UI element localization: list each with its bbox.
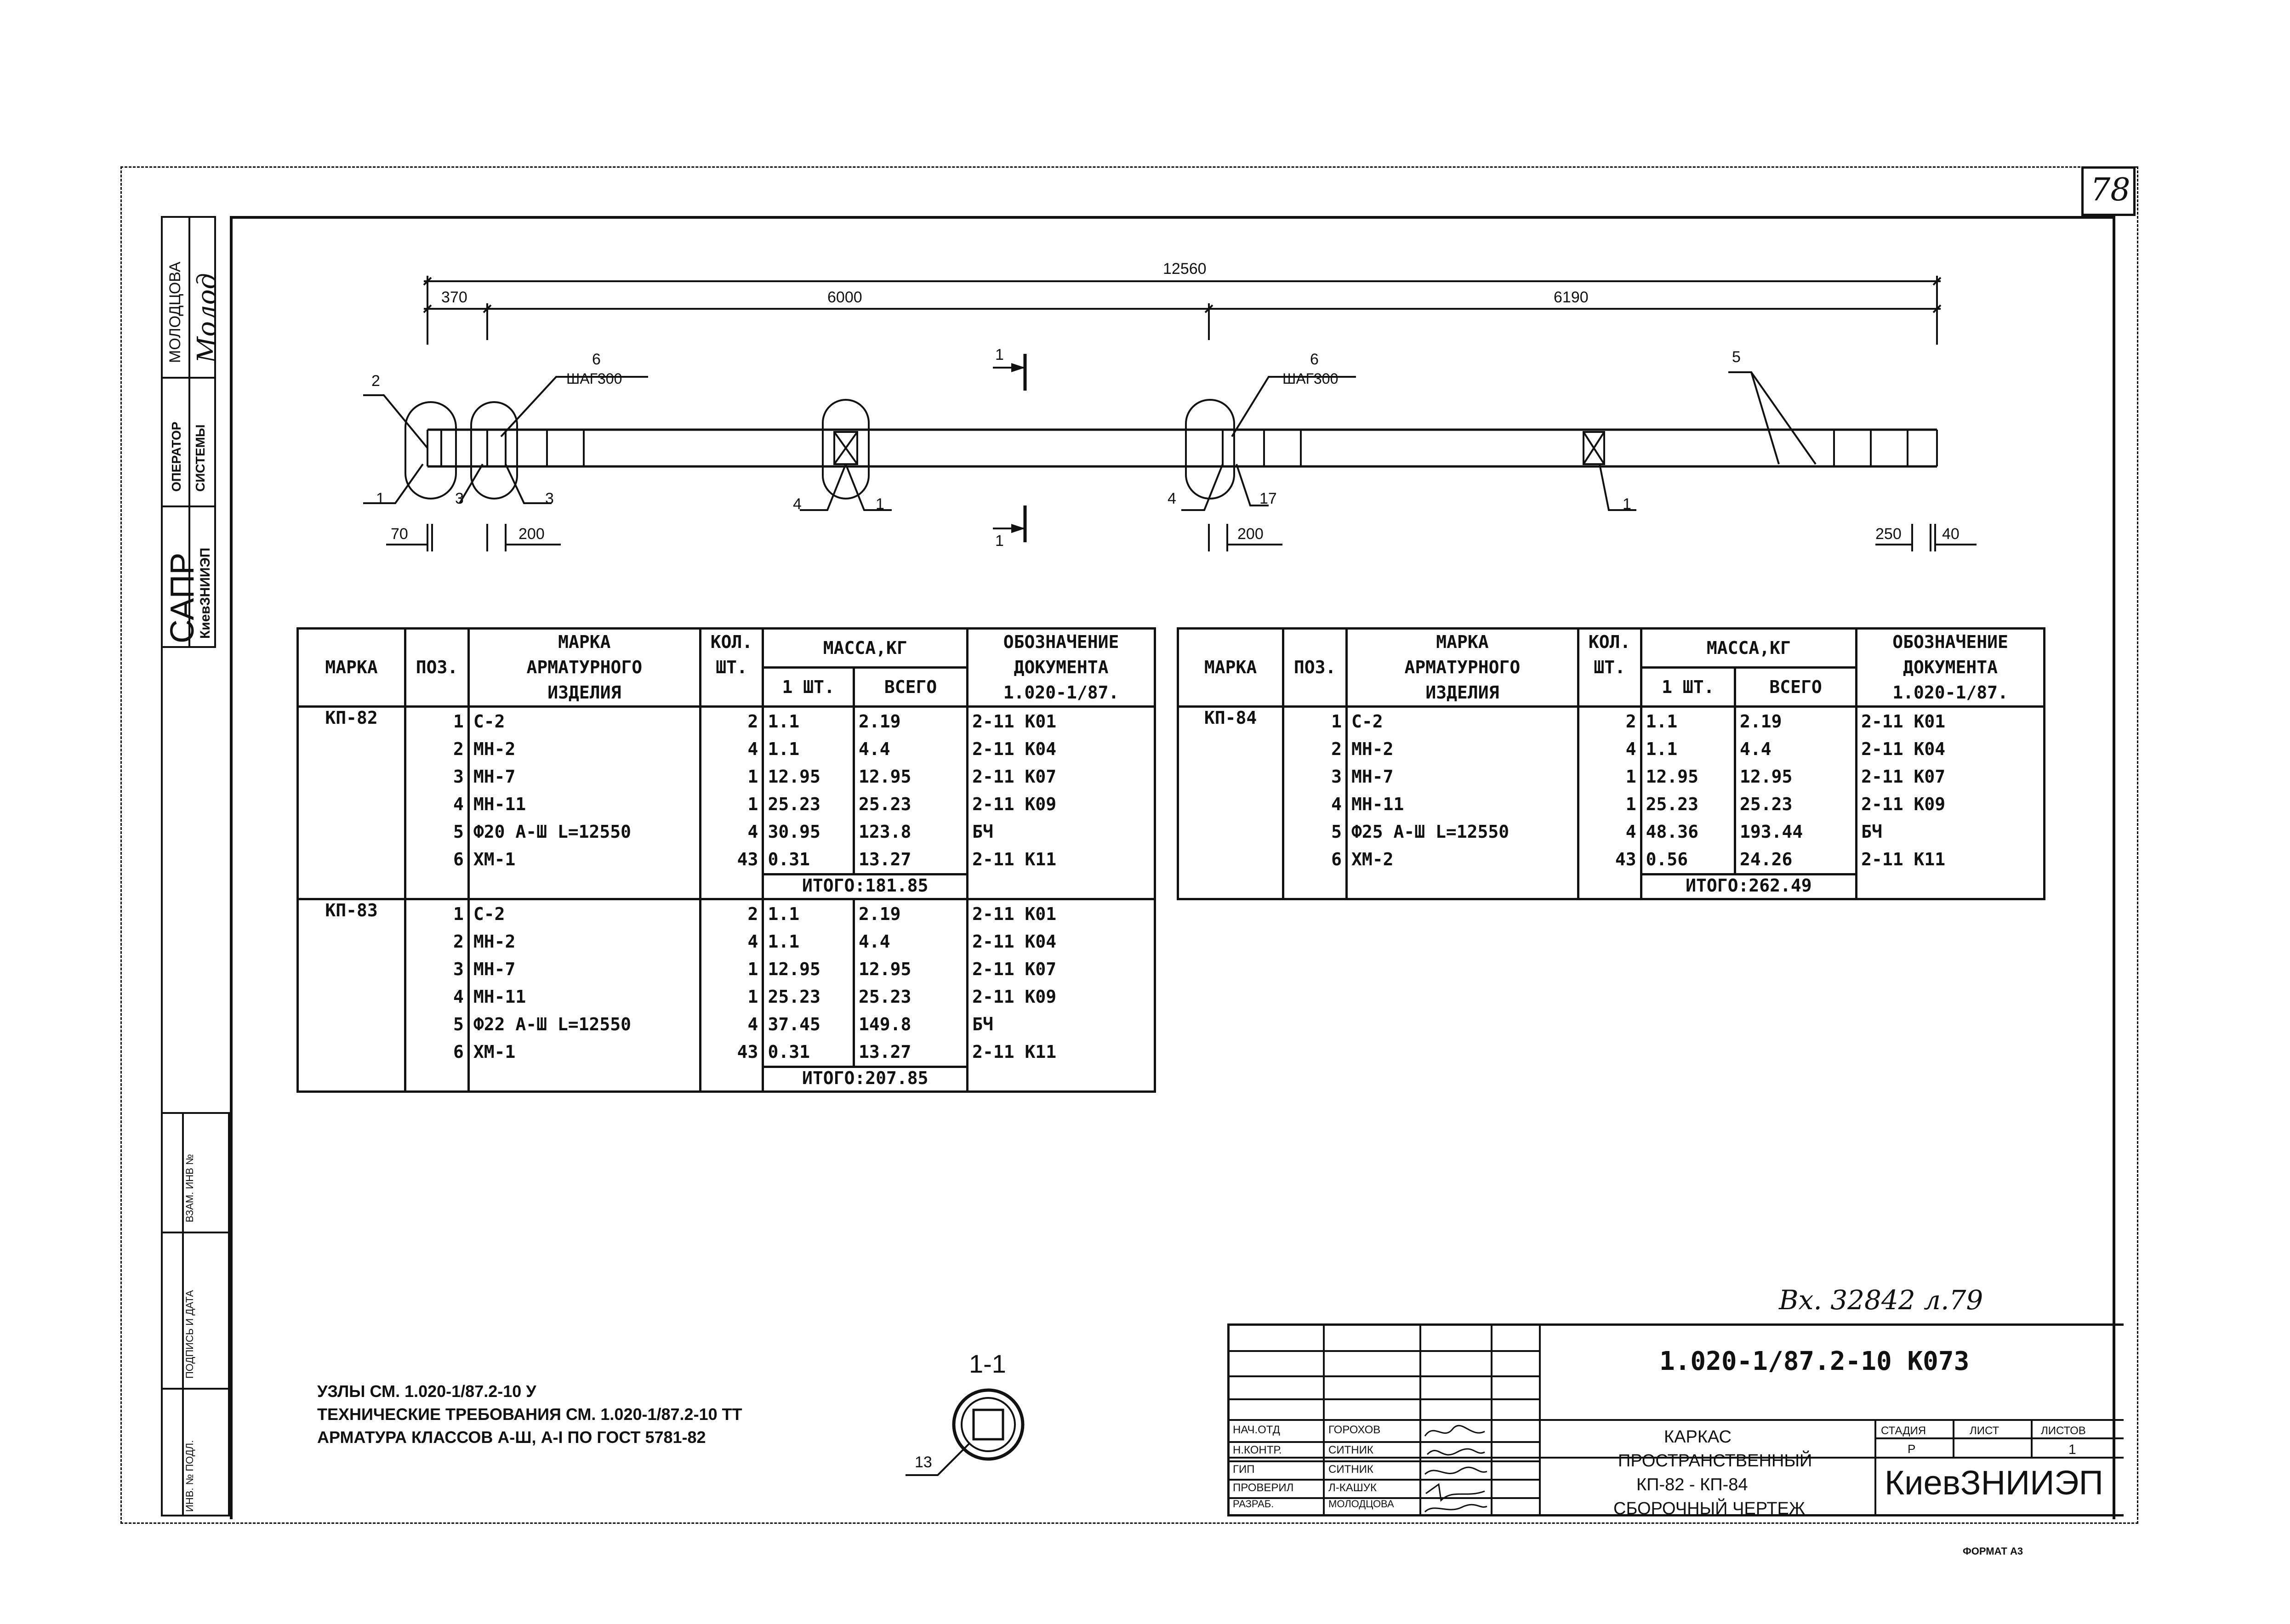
operator-name: МОЛОДЦОВА xyxy=(166,261,184,363)
group-marka: КП-84 xyxy=(1178,707,1283,899)
callout-3a: 3 xyxy=(455,490,464,507)
hdr-poz: ПОЗ. xyxy=(405,629,469,707)
inv-label-2: ПОДПИСЬ И ДАТА xyxy=(184,1290,195,1379)
itogo: ИТОГО:262.49 xyxy=(1641,874,1857,899)
org-name: КиевЗНИИЭП xyxy=(1885,1464,2103,1502)
one-column: 1.1 1.1 12.95 25.23 48.36 0.56 xyxy=(1641,707,1735,874)
total-column: 2.19 4.4 12.95 25.23 193.44 24.26 xyxy=(1735,707,1857,874)
hdr-massa: МАССА,КГ xyxy=(1641,629,1857,668)
hdr-kol: КОЛ. ШТ. xyxy=(1578,629,1641,707)
hdr-massa: МАССА,КГ xyxy=(763,629,968,668)
kol-column: 2 4 1 1 4 43 xyxy=(1578,707,1641,899)
total-column: 2.19 4.4 12.95 25.23 149.8 13.27 xyxy=(854,899,967,1067)
operator-signature: Молод xyxy=(192,273,222,363)
dim-mid: 6000 xyxy=(827,289,862,306)
dim-40: 40 xyxy=(1942,525,1960,543)
hdr-marka-izd: МАРКА АРМАТУРНОГО ИЗДЕЛИЯ xyxy=(468,629,700,707)
staff-name-3: Л-КАШУК xyxy=(1328,1482,1377,1494)
operator-role-1: ОПЕРАТОР xyxy=(169,421,183,492)
itogo: ИТОГО:181.85 xyxy=(763,874,968,899)
page-number: 78 xyxy=(2091,172,2130,208)
callout-6b: 6 xyxy=(1310,351,1319,368)
incoming-note: Вх. 32842 л.79 xyxy=(1779,1284,1983,1316)
strip-divider xyxy=(161,1388,230,1390)
doc-column: 2-11 К01 2-11 К04 2-11 К07 2-11 К09 БЧ 2-11 К11 xyxy=(968,899,1155,1092)
staff-role-4: РАЗРАБ. xyxy=(1233,1498,1274,1510)
note-3: АРМАТУРА КЛАССОВ А-Ш, А-I ПО ГОСТ 5781-82 xyxy=(317,1428,706,1447)
hdr-kol: КОЛ. ШТ. xyxy=(700,629,763,707)
doc-code: 1.020-1/87.2-10 К073 xyxy=(1659,1346,1970,1376)
title-line-1: КАРКАС xyxy=(1664,1427,1732,1447)
doc-column: 2-11 К01 2-11 К04 2-11 К07 2-11 К09 БЧ 2-11 К11 xyxy=(968,707,1155,899)
title-line-3: КП-82 - КП-84 xyxy=(1636,1475,1748,1494)
staff-name-2: СИТНИК xyxy=(1328,1463,1373,1476)
callout-1c: 1 xyxy=(1623,495,1631,513)
sheets-value: 1 xyxy=(2068,1442,2076,1457)
kol-column: 2 4 1 1 4 43 xyxy=(700,707,763,899)
hdr-one: 1 ШТ. xyxy=(763,668,854,707)
note-1: УЗЛЫ СМ. 1.020-1/87.2-10 У xyxy=(317,1382,536,1401)
callout-3b: 3 xyxy=(545,490,554,507)
itogo: ИТОГО:207.85 xyxy=(763,1067,968,1092)
kol-column: 2 4 1 1 4 43 xyxy=(700,899,763,1092)
spec-table-left xyxy=(296,627,1156,1093)
callout-1a: 1 xyxy=(376,490,385,507)
staff-role-3: ПРОВЕРИЛ xyxy=(1233,1482,1294,1494)
callout-17: 17 xyxy=(1259,490,1277,507)
group-marka: КП-83 xyxy=(298,899,405,1092)
staff-role-0: НАЧ.ОТД xyxy=(1233,1424,1280,1436)
stage-label: СТАДИЯ xyxy=(1881,1425,1926,1437)
izd-column: С-2 МН-2 МН-7 МН-11 Ф25 А-Ш L=12550 ХМ-2 xyxy=(1346,707,1578,899)
poz-column: 1 2 3 4 5 6 xyxy=(405,707,469,899)
hdr-one: 1 ШТ. xyxy=(1641,668,1735,707)
callout-5: 5 xyxy=(1732,348,1741,366)
hdr-poz: ПОЗ. xyxy=(1283,629,1347,707)
step-a: ШАГ300 xyxy=(566,370,622,387)
poz-column: 1 2 3 4 5 6 xyxy=(405,899,469,1092)
staff-role-2: ГИП xyxy=(1233,1463,1255,1476)
doc-column: 2-11 К01 2-11 К04 2-11 К07 2-11 К09 БЧ 2-11 К11 xyxy=(1857,707,2045,899)
dim-left: 370 xyxy=(441,289,467,306)
section-label: 1-1 xyxy=(969,1349,1006,1378)
one-column: 1.1 1.1 12.95 25.23 37.45 0.31 xyxy=(763,899,854,1067)
one-column: 1.1 1.1 12.95 25.23 30.95 0.31 xyxy=(763,707,854,874)
title-line-4: СБОРОЧНЫЙ ЧЕРТЕЖ xyxy=(1613,1499,1805,1518)
izd-column: С-2 МН-2 МН-7 МН-11 Ф22 А-Ш L=12550 ХМ-1 xyxy=(468,899,700,1092)
section-callout: 13 xyxy=(915,1454,932,1471)
format-label: ФОРМАТ А3 xyxy=(1963,1545,2023,1557)
hdr-marka: МАРКА xyxy=(298,629,405,707)
sheet-label: ЛИСТ xyxy=(1970,1425,1999,1437)
hdr-doc: ОБОЗНАЧЕНИЕ ДОКУМЕНТА 1.020-1/87. xyxy=(1857,629,2045,707)
section-mark-top: 1 xyxy=(995,346,1004,363)
dim-right: 6190 xyxy=(1554,289,1589,306)
step-b: ШАГ300 xyxy=(1282,370,1339,387)
section-mark-bottom: 1 xyxy=(995,532,1004,550)
inv-label-1: ВЗАМ. ИНВ № xyxy=(184,1154,195,1222)
cage-elevation-drawing xyxy=(0,0,2290,597)
staff-name-4: МОЛОДЦОВА xyxy=(1328,1498,1394,1510)
operator-role-2: СИСТЕМЫ xyxy=(193,424,207,492)
callout-4b: 4 xyxy=(1168,490,1176,507)
strip-divider xyxy=(161,1232,230,1233)
dim-250: 250 xyxy=(1875,525,1902,543)
hdr-marka-izd: МАРКА АРМАТУРНОГО ИЗДЕЛИЯ xyxy=(1346,629,1578,707)
note-2: ТЕХНИЧЕСКИЕ ТРЕБОВАНИЯ СМ. 1.020-1/87.2-10 ТТ xyxy=(317,1405,742,1424)
dim-70: 70 xyxy=(391,525,408,543)
spec-table-right xyxy=(1177,627,2045,900)
callout-1b: 1 xyxy=(876,495,884,513)
total-column: 2.19 4.4 12.95 25.23 123.8 13.27 xyxy=(854,707,967,874)
dim-total: 12560 xyxy=(1163,260,1207,278)
callout-2: 2 xyxy=(371,372,380,390)
hdr-marka: МАРКА xyxy=(1178,629,1283,707)
staff-signatures xyxy=(1420,1420,1489,1516)
dim-200b: 200 xyxy=(1237,525,1264,543)
sapr-org: КиевЗНИИЭП xyxy=(198,547,213,639)
poz-column: 1 2 3 4 5 6 xyxy=(1283,707,1347,899)
title-line-2: ПРОСТРАНСТВЕННЫЙ xyxy=(1618,1451,1812,1471)
staff-name-0: ГОРОХОВ xyxy=(1328,1424,1381,1436)
sapr-title: САПР xyxy=(164,552,201,643)
dim-200a: 200 xyxy=(518,525,545,543)
stage-value: Р xyxy=(1908,1442,1916,1456)
izd-column: С-2 МН-2 МН-7 МН-11 Ф20 А-Ш L=12550 ХМ-1 xyxy=(468,707,700,899)
callout-4a: 4 xyxy=(793,495,802,513)
hdr-doc: ОБОЗНАЧЕНИЕ ДОКУМЕНТА 1.020-1/87. xyxy=(968,629,1155,707)
hdr-total: ВСЕГО xyxy=(854,668,967,707)
sheets-label: ЛИСТОВ xyxy=(2041,1425,2086,1437)
staff-role-1: Н.КОНТР. xyxy=(1233,1444,1282,1456)
inv-label-3: ИНВ. № ПОДЛ. xyxy=(184,1440,195,1512)
hdr-total: ВСЕГО xyxy=(1735,668,1857,707)
callout-6a: 6 xyxy=(592,351,601,368)
group-marka: КП-82 xyxy=(298,707,405,899)
staff-name-1: СИТНИК xyxy=(1328,1444,1373,1456)
